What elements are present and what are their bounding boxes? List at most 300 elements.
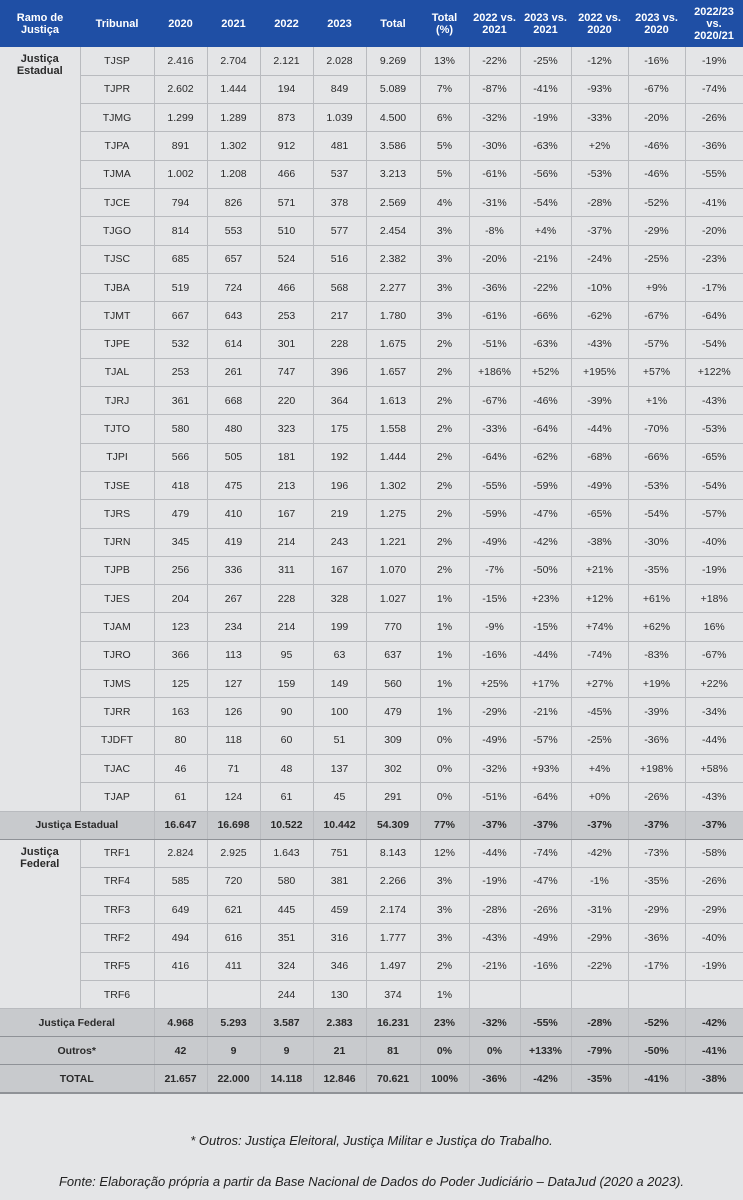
cell-total-pct: 5% [420,160,469,188]
cell-total-pct: 2% [420,330,469,358]
cell-2021: 124 [207,783,260,811]
cell-2021: 553 [207,217,260,245]
cell-2022-vs-2020: +4% [571,754,628,782]
subtotal-2023: 10.442 [313,811,366,839]
cell-2023-vs-2020: -46% [628,132,685,160]
cell-2023-vs-2021: -64% [520,783,571,811]
subtotal-2022-vs-2020: -28% [571,1009,628,1037]
cell-2023: 481 [313,132,366,160]
subtotal-2022-23-vs-2020-21: -42% [685,1009,743,1037]
header-2022-vs-2021: 2022 vs. 2021 [473,11,516,36]
cell-tribunal: TJBA [80,273,154,301]
cell-2023-vs-2021: -50% [520,556,571,584]
cell-tribunal: TJRS [80,500,154,528]
cell-total-pct: 3% [420,245,469,273]
cell-2020: 649 [154,896,207,924]
outros-2023-vs-2020: -50% [628,1037,685,1065]
cell-tribunal: TJAC [80,754,154,782]
cell-2021: 621 [207,896,260,924]
cell-total: 1.675 [366,330,420,358]
cell-2022-23-vs-2020-21: -26% [685,104,743,132]
cell-tribunal: TJSC [80,245,154,273]
cell-2022-vs-2021 [469,981,520,1009]
outros-2022-vs-2021: 0% [469,1037,520,1065]
cell-2023: 751 [313,839,366,867]
cell-2023-vs-2021: -25% [520,47,571,75]
cell-2022-23-vs-2020-21: -43% [685,783,743,811]
cell-total-pct: 3% [420,217,469,245]
cell-2022: 167 [260,500,313,528]
cell-2022-23-vs-2020-21: -55% [685,160,743,188]
cell-2023-vs-2020: -46% [628,160,685,188]
notes-section [0,1130,743,1189]
cell-2022-23-vs-2020-21: -19% [685,47,743,75]
cell-2020: 361 [154,387,207,415]
table-row [0,415,743,443]
table-row [0,132,743,160]
cell-2022-vs-2020: -1% [571,867,628,895]
cell-2023: 51 [313,726,366,754]
table-row [0,273,743,301]
header-row [0,0,743,47]
cell-2022-vs-2021: -51% [469,783,520,811]
cell-2022-vs-2020: -33% [571,104,628,132]
cell-2023: 537 [313,160,366,188]
cell-2022-vs-2020: -93% [571,75,628,103]
cell-2022-vs-2021: -19% [469,867,520,895]
cell-2022-23-vs-2020-21: -29% [685,896,743,924]
cell-total: 2.277 [366,273,420,301]
cell-2023-vs-2021: -56% [520,160,571,188]
cell-2023-vs-2020: -57% [628,330,685,358]
cell-2020: 80 [154,726,207,754]
cell-total-pct: 2% [420,415,469,443]
cell-2023-vs-2020: -73% [628,839,685,867]
cell-total-pct: 1% [420,981,469,1009]
cell-2022: 214 [260,528,313,556]
cell-2022: 2.121 [260,47,313,75]
cell-2023-vs-2020: +61% [628,585,685,613]
cell-2021: 614 [207,330,260,358]
cell-2022: 524 [260,245,313,273]
header-2023: 2023 [327,17,352,30]
cell-total-pct: 0% [420,754,469,782]
cell-2023-vs-2021: -21% [520,245,571,273]
cell-tribunal: TRF1 [80,839,154,867]
cell-2022: 214 [260,613,313,641]
total-2022: 14.118 [260,1065,313,1093]
table-row [0,47,743,75]
cell-2022: 228 [260,585,313,613]
cell-2023-vs-2020: -17% [628,952,685,980]
cell-2023-vs-2021: -46% [520,387,571,415]
cell-2022-23-vs-2020-21: -57% [685,500,743,528]
cell-2021: 410 [207,500,260,528]
subtotal-2021: 5.293 [207,1009,260,1037]
cell-total: 3.213 [366,160,420,188]
table-row [0,641,743,669]
cell-tribunal: TJPB [80,556,154,584]
cell-2022-vs-2020: -44% [571,415,628,443]
cell-2023-vs-2021: +93% [520,754,571,782]
cell-2023: 1.039 [313,104,366,132]
cell-total-pct: 12% [420,839,469,867]
subtotal-2022: 10.522 [260,811,313,839]
cell-2022: 571 [260,188,313,216]
cell-2022-vs-2021: -44% [469,839,520,867]
cell-2020: 123 [154,613,207,641]
cell-2023: 196 [313,471,366,499]
outros-2023-vs-2021: +133% [520,1037,571,1065]
cell-total-pct: 3% [420,924,469,952]
cell-2020: 253 [154,358,207,386]
table-row [0,754,743,782]
cell-2022-vs-2021: -49% [469,528,520,556]
cell-2021: 336 [207,556,260,584]
cell-2023-vs-2021: -16% [520,952,571,980]
cell-2021: 616 [207,924,260,952]
outros-2023: 21 [313,1037,366,1065]
cell-total: 637 [366,641,420,669]
header-2020: 2020 [168,17,193,30]
cell-2023: 130 [313,981,366,1009]
cell-2020: 794 [154,188,207,216]
cell-2023-vs-2021: -22% [520,273,571,301]
cell-2020: 667 [154,302,207,330]
cell-2023-vs-2021: -57% [520,726,571,754]
cell-2022-vs-2020: -68% [571,443,628,471]
cell-total: 4.500 [366,104,420,132]
cell-total-pct: 2% [420,471,469,499]
cell-2023-vs-2020: -35% [628,556,685,584]
table-row [0,556,743,584]
cell-2022-23-vs-2020-21: -34% [685,698,743,726]
cell-2023: 346 [313,952,366,980]
cell-2022-vs-2020: -25% [571,726,628,754]
cell-tribunal: TJAM [80,613,154,641]
cell-total-pct: 13% [420,47,469,75]
cell-2023-vs-2020: +198% [628,754,685,782]
cell-2023-vs-2020: +62% [628,613,685,641]
cell-total: 770 [366,613,420,641]
cell-2022-23-vs-2020-21: -74% [685,75,743,103]
cell-total: 8.143 [366,839,420,867]
cell-2023-vs-2020: -66% [628,443,685,471]
table-row [0,188,743,216]
cell-2023-vs-2020: +57% [628,358,685,386]
cell-total-pct: 0% [420,783,469,811]
cell-2022-vs-2020: -12% [571,47,628,75]
cell-2020: 566 [154,443,207,471]
cell-2022-23-vs-2020-21: -40% [685,924,743,952]
cell-2022-vs-2021: -61% [469,160,520,188]
cell-2023: 149 [313,670,366,698]
cell-total-pct: 0% [420,726,469,754]
cell-2022: 323 [260,415,313,443]
table-row [0,500,743,528]
cell-2021: 419 [207,528,260,556]
cell-2022: 466 [260,273,313,301]
cell-2022-vs-2021: -32% [469,104,520,132]
cell-2022-vs-2021: -16% [469,641,520,669]
cell-2022-vs-2021: -7% [469,556,520,584]
cell-2023-vs-2020: -39% [628,698,685,726]
cell-2021: 1.302 [207,132,260,160]
cell-2023-vs-2020: +9% [628,273,685,301]
cell-2022-vs-2020: -10% [571,273,628,301]
cell-total: 1.613 [366,387,420,415]
cell-2022: 1.643 [260,839,313,867]
cell-2023-vs-2020: +1% [628,387,685,415]
subtotal-2023-vs-2021: -55% [520,1009,571,1037]
cell-2022-vs-2020: -38% [571,528,628,556]
cell-2022: 213 [260,471,313,499]
header-2022-vs-2020: 2022 vs. 2020 [578,11,621,36]
cell-2023-vs-2021: -66% [520,302,571,330]
cell-2022: 445 [260,896,313,924]
cell-2023-vs-2021: -63% [520,330,571,358]
total-2022-vs-2020: -35% [571,1065,628,1093]
cell-2022-vs-2020: +0% [571,783,628,811]
group-label-federal: Justiça Federal [0,839,80,1009]
outros-total: 81 [366,1037,420,1065]
cell-2022-vs-2021: -29% [469,698,520,726]
cell-2020: 519 [154,273,207,301]
cell-2022-vs-2021: -55% [469,471,520,499]
cell-2022-vs-2020: +2% [571,132,628,160]
cell-2023-vs-2021: -47% [520,500,571,528]
cell-2022-vs-2021: -64% [469,443,520,471]
cell-2023: 63 [313,641,366,669]
cell-2022-vs-2021: -31% [469,188,520,216]
cell-2022-23-vs-2020-21: 16% [685,613,743,641]
outros-label: Outros* [0,1037,154,1065]
header-total-pct: Total (%) [431,11,458,36]
cell-2021: 118 [207,726,260,754]
cell-total: 1.444 [366,443,420,471]
cell-2021: 657 [207,245,260,273]
cell-2022: 324 [260,952,313,980]
cell-2023-vs-2020: -52% [628,188,685,216]
cell-2020: 814 [154,217,207,245]
table-row [0,896,743,924]
cell-2022: 194 [260,75,313,103]
cell-total-pct: 2% [420,952,469,980]
cell-2022: 253 [260,302,313,330]
header-2022: 2022 [274,17,299,30]
table-row [0,245,743,273]
cell-2023-vs-2020: -29% [628,217,685,245]
cell-total-pct: 5% [420,132,469,160]
cell-tribunal: TJDFT [80,726,154,754]
cell-2021: 505 [207,443,260,471]
cell-total: 1.780 [366,302,420,330]
cell-2023: 849 [313,75,366,103]
cell-2023: 381 [313,867,366,895]
cell-2022-vs-2020: -29% [571,924,628,952]
cell-2020: 163 [154,698,207,726]
cell-2020: 256 [154,556,207,584]
cell-2023: 364 [313,387,366,415]
subtotal-2023-vs-2021: -37% [520,811,571,839]
cell-2023: 192 [313,443,366,471]
cell-2021: 234 [207,613,260,641]
cell-2022: 311 [260,556,313,584]
cell-2023-vs-2021: +23% [520,585,571,613]
cell-2022-vs-2020: -43% [571,330,628,358]
cell-2021: 1.444 [207,75,260,103]
cell-2023: 316 [313,924,366,952]
cell-2023-vs-2020 [628,981,685,1009]
cell-2023-vs-2020: -67% [628,75,685,103]
cell-total: 1.275 [366,500,420,528]
header-2023-vs-2021: 2023 vs. 2021 [524,11,567,36]
cell-total-pct: 3% [420,867,469,895]
footnote-outros: * Outros: Justiça Eleitoral, Justiça Militar e Justiça do Trabalho. [190,1133,553,1148]
header-ramo: Ramo de Justiça [16,11,64,36]
subtotal-2023-vs-2020: -52% [628,1009,685,1037]
cell-total-pct: 1% [420,698,469,726]
cell-2022: 466 [260,160,313,188]
cell-total-pct: 1% [420,613,469,641]
subtotal-2020: 4.968 [154,1009,207,1037]
total-2023: 12.846 [313,1065,366,1093]
cell-2022-23-vs-2020-21: -19% [685,952,743,980]
cell-tribunal: TJPR [80,75,154,103]
cell-2022-vs-2020: +21% [571,556,628,584]
table-row [0,302,743,330]
cell-2021: 261 [207,358,260,386]
cell-2020: 891 [154,132,207,160]
cell-2022-vs-2021: -20% [469,245,520,273]
cell-total-pct: 2% [420,387,469,415]
cell-2022-23-vs-2020-21: +122% [685,358,743,386]
outros-2022-vs-2020: -79% [571,1037,628,1065]
cell-2022-vs-2020: -31% [571,896,628,924]
table-row [0,330,743,358]
cell-2023: 217 [313,302,366,330]
cell-2020: 61 [154,783,207,811]
subtotal-total-pct: 23% [420,1009,469,1037]
cell-2023-vs-2020: -36% [628,924,685,952]
cell-2020: 494 [154,924,207,952]
total-total: 70.621 [366,1065,420,1093]
cell-2020 [154,981,207,1009]
source-note: Fonte: Elaboração própria a partir da Base Nacional de Dados do Poder Judiciário – DataJud (2020 a 2023). [58,1174,685,1189]
cell-total: 9.269 [366,47,420,75]
cell-2022-vs-2021: +25% [469,670,520,698]
cell-tribunal: TJMA [80,160,154,188]
cell-2022: 220 [260,387,313,415]
table-row [0,867,743,895]
cell-2022-23-vs-2020-21: -41% [685,188,743,216]
cell-2022-23-vs-2020-21: -26% [685,867,743,895]
cell-2022-vs-2020: -37% [571,217,628,245]
table-row [0,160,743,188]
cell-2022-23-vs-2020-21: -17% [685,273,743,301]
cell-total-pct: 1% [420,585,469,613]
cell-total-pct: 3% [420,896,469,924]
table-row [0,528,743,556]
cell-tribunal: TRF5 [80,952,154,980]
cell-2022-vs-2020: -22% [571,952,628,980]
cell-total: 1.558 [366,415,420,443]
cell-2021: 643 [207,302,260,330]
total-total-pct: 100% [420,1065,469,1093]
total-2021: 22.000 [207,1065,260,1093]
table-row [0,471,743,499]
cell-tribunal: TJPA [80,132,154,160]
cell-2022-vs-2020: -65% [571,500,628,528]
cell-2021: 475 [207,471,260,499]
cell-2022-23-vs-2020-21: -23% [685,245,743,273]
cell-2022: 48 [260,754,313,782]
cell-2022-vs-2021: -36% [469,273,520,301]
cell-2022: 244 [260,981,313,1009]
cell-tribunal: TJCE [80,188,154,216]
cell-2021: 1.208 [207,160,260,188]
cell-total: 479 [366,698,420,726]
table-row [0,387,743,415]
cell-tribunal: TJAL [80,358,154,386]
subtotal-2021: 16.698 [207,811,260,839]
cell-2023: 378 [313,188,366,216]
cell-total: 1.777 [366,924,420,952]
table-row [0,217,743,245]
cell-2023-vs-2021 [520,981,571,1009]
cell-2022: 510 [260,217,313,245]
cell-2022-vs-2020 [571,981,628,1009]
cell-tribunal: TRF2 [80,924,154,952]
cell-2020: 1.002 [154,160,207,188]
table-row [0,358,743,386]
cell-2022-vs-2021: -33% [469,415,520,443]
table-row [0,670,743,698]
cell-2023: 45 [313,783,366,811]
cell-total-pct: 6% [420,104,469,132]
cell-2023-vs-2021: -47% [520,867,571,895]
cell-2022-vs-2021: -30% [469,132,520,160]
cell-2022-vs-2020: -24% [571,245,628,273]
cell-2021: 826 [207,188,260,216]
cell-2022-vs-2021: -9% [469,613,520,641]
cell-2023-vs-2021: -21% [520,698,571,726]
cell-2022-vs-2020: +74% [571,613,628,641]
cell-2023-vs-2020: -29% [628,896,685,924]
cell-2023-vs-2021: +4% [520,217,571,245]
total-2020: 21.657 [154,1065,207,1093]
outros-2022: 9 [260,1037,313,1065]
cell-2022-vs-2021: -8% [469,217,520,245]
cell-2023-vs-2020: -35% [628,867,685,895]
cell-tribunal: TJSP [80,47,154,75]
cell-2023-vs-2021: -41% [520,75,571,103]
cell-2020: 1.299 [154,104,207,132]
cell-2022-23-vs-2020-21 [685,981,743,1009]
cell-tribunal: TJMT [80,302,154,330]
cell-2022-23-vs-2020-21: -20% [685,217,743,245]
cell-2022-vs-2021: -87% [469,75,520,103]
cell-2023-vs-2021: -15% [520,613,571,641]
cell-2022-23-vs-2020-21: +18% [685,585,743,613]
cell-total: 1.027 [366,585,420,613]
cell-2023: 577 [313,217,366,245]
cell-total-pct: 7% [420,75,469,103]
cell-2023-vs-2020: -36% [628,726,685,754]
cell-2023-vs-2021: -62% [520,443,571,471]
cell-2022-23-vs-2020-21: +58% [685,754,743,782]
cell-2020: 2.602 [154,75,207,103]
